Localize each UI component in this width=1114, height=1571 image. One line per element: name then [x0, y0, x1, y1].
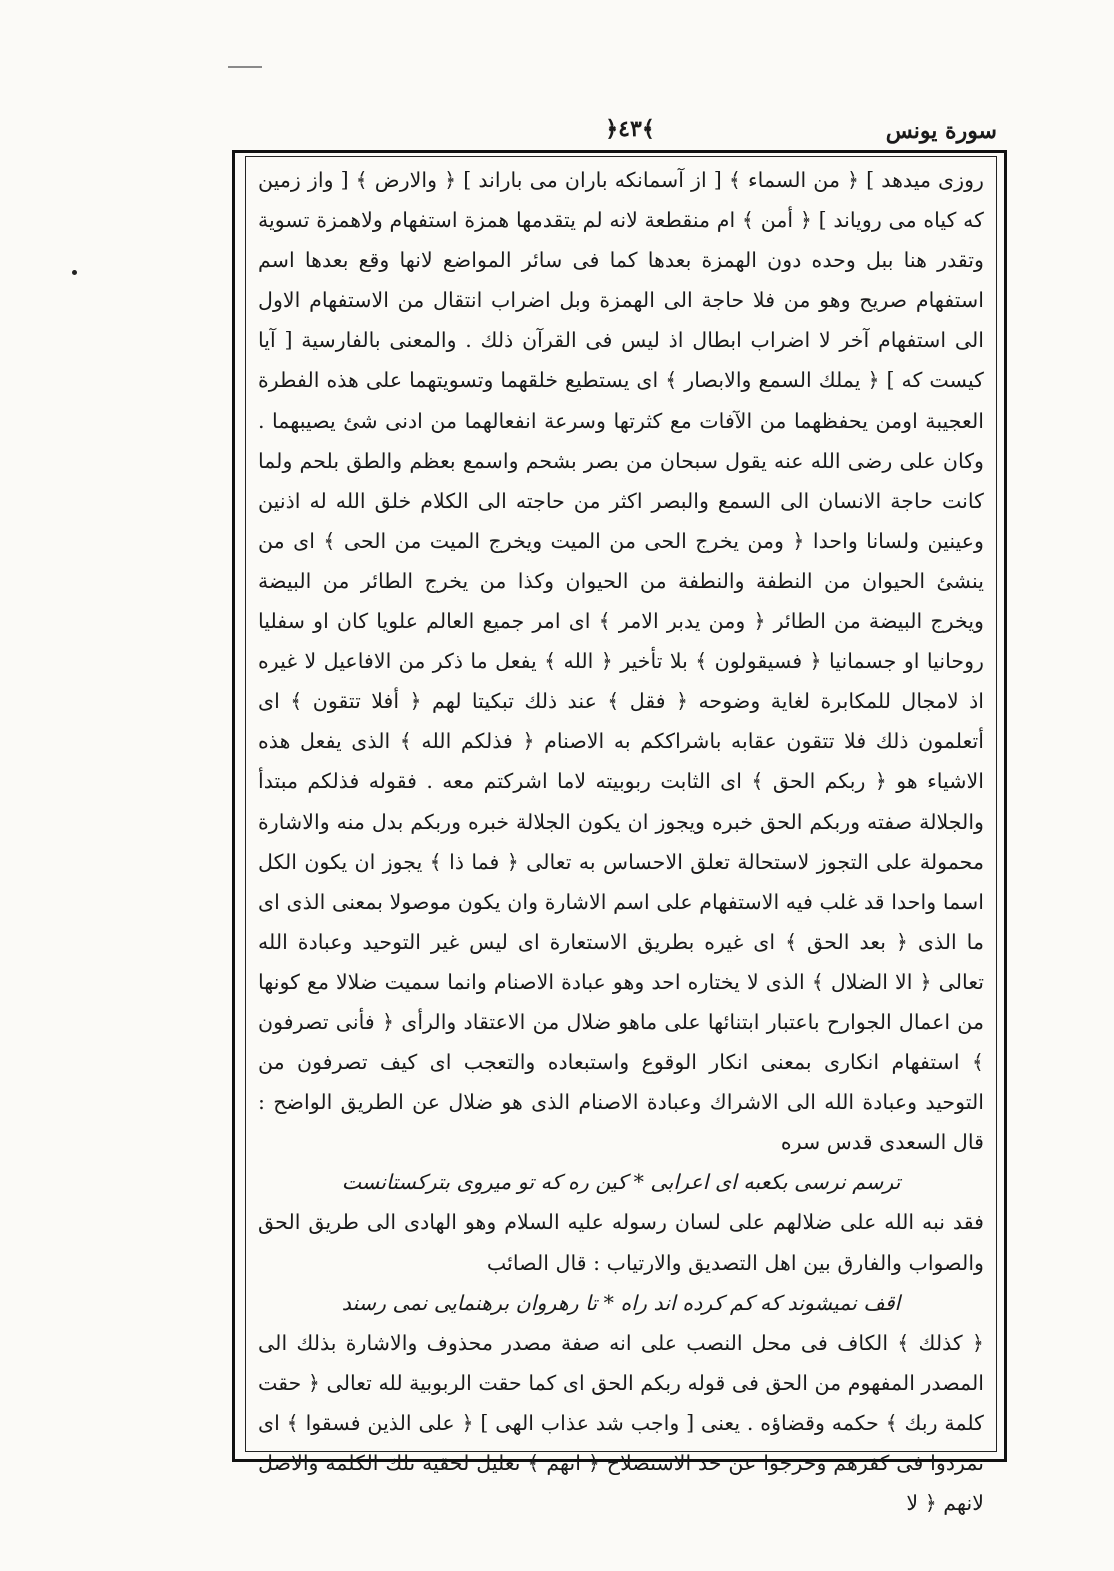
top-rule	[228, 66, 262, 68]
commentary-paragraph: فقد نبه الله على ضلالهم على لسان رسوله عليه السلام وهو الهادى الى طريق الحق والصواب والفارق بين اهل التصديق والارتياب : قال الصائب	[258, 1210, 984, 1275]
persian-verse: ترسم نرسى بكعبه اى اعرابى * كين ره كه تو ميروى بتركستانست	[341, 1170, 901, 1195]
commentary-paragraph: ﴿ كذلك ﴾ الكاف فى محل النصب على انه صفة مصدر محذوف والاشارة بذلك الى المصدر المفهوم من الحق فى قوله ربكم الحق اى كما حقت الربوبية لله تعالى ﴿ حقت كلمة ربك ﴾ حكمه وقضاؤه . يعنى [ واجب شد عذاب الهى ] ﴿ على الذين فسقوا ﴾ اى تمردوا فى كفرهم وخرجوا عن حد الاستصلاح ﴿ انهم ﴾ تعليل لحقية تلك الكلمة والاصل لانهم ﴿ لا	[258, 1330, 984, 1516]
main-text	[250, 160, 992, 1516]
persian-verse: اقف نميشوند كه كم كرده اند راه * تا رهروان برهنمايى نمى رسند	[341, 1290, 901, 1315]
commentary-paragraph: روزى ميدهد ] ﴿ من السماء ﴾ [ از آسمانكه باران مى باراند ] ﴿ والارض ﴾ [ واز زمين كه كياه مى روياند ] ﴿ أمن ﴾ ام منقطعة لانه لم يتقدمها همزة استفهام ولاهمزة تسوية وتقدر هنا ببل وحده دون الهمزة بعدها كما فى سائر المواضع لانها وقع بعدها اسم استفهام صريح وهو من فلا حاجة الى الهمزة وبل اضراب انتقال من الاستفهام الاول الى استفهام آخر لا اضراب ابطال اذ ليس فى القرآن ذلك . والمعنى بالفارسية [ آيا كيست كه ] ﴿ يملك السمع والابصار ﴾ اى يستطيع خلقهما وتسويتهما على هذه الفطرة العجيبة اومن يحفظهما من الآفات مع كثرتها وسرعة انفعالهما من ادنى شئ يصيبهما . وكان على رضى الله عنه يقول سبحان من بصر بشحم واسمع بعظم والطق بلحم ولما كانت حاجة الانسان الى السمع والبصر اكثر من حاجته الى الكلام خلق الله له اذنين وعينين ولسانا واحدا ﴿ ومن يخرج الحى من الميت ويخرج الميت من الحى ﴾ اى من ينشئ الحيوان من النطفة والنطفة من الحيوان وكذا من يخرج الطائر من البيضة ويخرج البيضة من الطائر ﴿ ومن يدبر الامر ﴾ اى امر جميع العالم علويا كان او سفليا روحانيا او جسمانيا ﴿ فسيقولون ﴾ بلا تأخير ﴿ الله ﴾ يفعل ما ذكر من الافاعيل لا غيره اذ لامجال للمكابرة لغاية وضوحه ﴿ فقل ﴾ عند ذلك تبكيتا لهم ﴿ أفلا تتقون ﴾ اى أتعلمون ذلك فلا تتقون عقابه باشراككم به الاصنام ﴿ فذلكم الله ﴾ الذى يفعل هذه الاشياء هو ﴿ ربكم الحق ﴾ اى الثابت ربوبيته لاما اشركتم معه . فقوله فذلكم مبتدأ والجلالة صفته وربكم الحق خبره ويجوز ان يكون الجلالة خبره وربكم بدل منه والاشارة محمولة على التجوز لاستحالة تعلق الاحساس به تعالى ﴿ فما ذا ﴾ يجوز ان يكون الكل اسما واحدا قد غلب فيه الاستفهام على اسم الاشارة وان يكون موصولا بمعنى الذى اى ما الذى ﴿ بعد الحق ﴾ اى غيره بطريق الاستعارة اى ليس غير التوحيد وعبادة الله تعالى ﴿ الا الضلال ﴾ الذى لا يختاره احد وهو عبادة الاصنام وانما سميت ضلالا مع كونها من اعمال الجوارح باعتبار ابتنائها على ماهو ضلال من الاعتقاد والرأى ﴿ فأنى تصرفون ﴾ استفهام انكارى بمعنى انكار الوقوع واستبعاده والتعجب اى كيف تصرفون من التوحيد وعبادة الله الى الاشراك وعبادة الاصنام الذى هو ضلال عن الطريق الواضح : قال السعدى قدس سره	[258, 168, 984, 1155]
stray-mark	[72, 270, 77, 275]
page-number: ﴿٤٣﴾	[605, 116, 655, 142]
page-header	[232, 116, 1007, 150]
surah-title: سورة يونس	[885, 118, 997, 144]
